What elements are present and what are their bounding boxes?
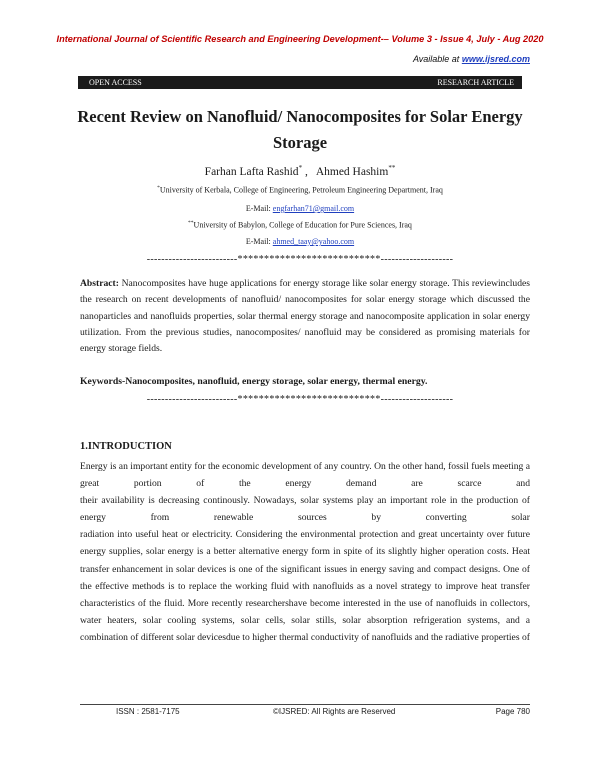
separator-top: -------------------------***************************-------------------- [146,254,454,265]
article-type-banner [78,76,522,89]
footer-copyright: ©IJSRED: All Rights are Reserved [273,707,396,716]
footer-divider [80,704,530,705]
open-access-label: OPEN ACCESS [89,78,142,87]
abstract-block [80,276,530,357]
intro-body [80,458,530,646]
author-line [0,164,600,178]
journal-website-link[interactable]: www.ijsred.com [461,54,530,64]
email-1-line [0,204,600,213]
affiliation-1-text: University of Kerbala, College of Engineering, Petroleum Engineering Department, Iraq [159,185,443,195]
footer-page-number: Page 780 [495,707,530,716]
intro-paragraph-3: radiation into useful heat or electricity. Considering the environmental protection and great uncertainty over future energy supplies, solar energy is a better alternative energy form in spite of its slightly higher operation costs. Heat transfer enhancement in solar devices is one of the significant issues in energy saving and compact designs. One of the effective methods is to replace the working fluid with nanofluids as a novel strategy to improve heat transfer characteristics of the fluid. More recently researchershave become interested in the use of nanofluids in collectors, water heaters, solar cooling systems, solar cells, solar stills, solar absorption refrigeration systems, and a combination of different solar devicesdue to higher thermal conductivity of nanofluids and the radiative properties of [80,529,530,643]
section-heading: 1.INTRODUCTION [80,441,172,452]
separator-bottom: -------------------------***************************-------------------- [146,394,454,405]
affiliation-1-mark: * [157,185,160,191]
email-2-line [0,237,600,246]
paper-title: Recent Review on Nanofluid/ Nanocomposites for Solar Energy Storage [77,107,523,152]
affiliation-2-mark: ** [188,220,194,226]
availability-line [413,54,530,64]
author-1-mark: * [298,164,303,172]
abstract-text: Nanocomposites have huge applications for energy storage like solar energy storage. This reviewincludes the research on recent developments of nanofluid/ nanocomposites for solar energy storage which discussed the nanoparticles and nanofluids properties, solar thermal energy storage and nanocomposite application in solar energy utilization. From the previous studies, nanocomposites/ nanofluid may be considered as promising materials for energy storage fields. [80,278,530,355]
journal-header: International Journal of Scientific Research and Engineering Development-– Volume 3 - Issue 4, July - Aug 2020 [56,34,544,44]
email-1-label: E-Mail: [245,204,273,213]
author-1: Farhan Lafta Rashid [204,165,299,178]
research-article-label: RESEARCH ARTICLE [437,78,514,87]
email-2-link[interactable]: ahmed_taay@yahoo.com [272,237,355,246]
intro-paragraph-2: their availability is decreasing continously. Nowadays, solar systems play an important role in the production of energy from renewable sources by converting solar [80,495,530,524]
available-prefix: Available at [412,54,462,64]
email-2-label: E-Mail: [245,237,273,246]
abstract-label: Abstract: [80,278,119,289]
affiliation-1 [0,185,600,195]
intro-paragraph-1: Energy is an important entity for the economic development of any country. On the other hand, fossil fuels meeting a great portion of the energy demand are scarce and [80,461,530,490]
affiliation-2-text: University of Babylon, College of Education for Pure Sciences, Iraq [193,220,412,230]
email-1-link[interactable]: engfarhan71@gmail.com [272,204,355,213]
keywords-line: Keywords-Nanocomposites, nanofluid, energy storage, solar energy, thermal energy. [80,376,428,387]
author-2-mark: ** [388,164,396,172]
author-separator: , [302,165,316,178]
author-2: Ahmed Hashim [315,165,389,178]
affiliation-2 [0,220,600,230]
page-footer [80,707,530,719]
footer-issn: ISSN : 2581-7175 [116,707,180,716]
